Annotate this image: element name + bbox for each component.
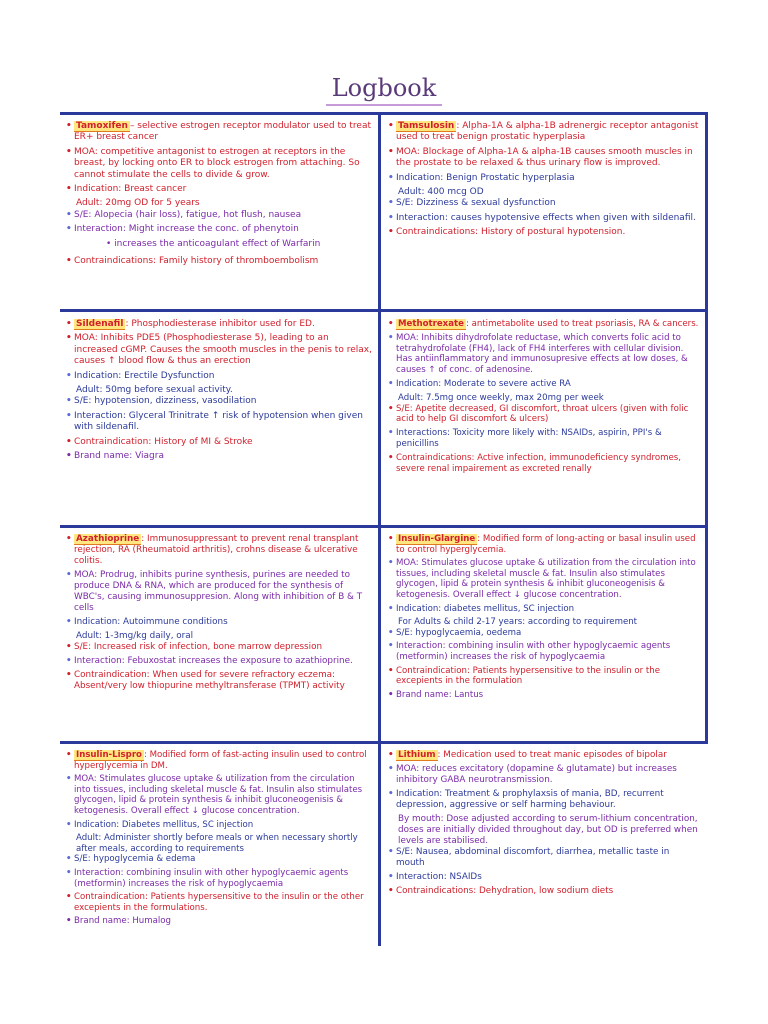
drug-heading: [388, 750, 700, 761]
moa-point: • MOA: Inhibits PDE5 (Phosphodiesterase 5), leading to an increased cGMP. Causes the smooth muscles in the penis to relax, causes ↑ blood flow & thus an erection: [66, 333, 372, 367]
side-effects-point: • S/E: hypoglycaemia, oedema: [388, 628, 700, 639]
grid-line-row1: [60, 309, 708, 312]
side-effects-point: • S/E: Alopecia (hair loss), fatigue, hot flush, nausea: [66, 210, 372, 221]
interaction-point: • Interaction: combining insulin with other hypoglycaemic agents (metformin) increases the risk of hypoglycaemia: [66, 868, 372, 889]
page-title-text: Logbook: [326, 74, 443, 106]
drug-name: Lithium: [398, 750, 436, 760]
page-title: [0, 74, 768, 106]
drug-intro: : Modified form of long-acting or basal insulin used to control hyperglycemia.: [396, 534, 696, 555]
drug-card-insulin-glargine: [382, 531, 704, 739]
dose-line: For Adults & child 2-17 years: according to requirement: [398, 617, 638, 628]
logbook-grid: [60, 112, 708, 946]
drug-heading: [66, 750, 372, 771]
drug-name: Methotrexate: [398, 319, 464, 329]
contraindication-point: • Contraindications: Dehydration, low sodium diets: [388, 886, 700, 897]
drug-intro: : Immunosuppressant to prevent renal transplant rejection, RA (Rheumatoid arthritis), crohns disease & ulcerative colitis.: [74, 534, 359, 566]
grid-line-middle: [378, 112, 381, 946]
contraindication-point: • Contraindications: Active infection, immunodeficiency syndromes, severe renal impairement as excreted renally: [388, 453, 700, 475]
dose-line: Adult: 400 mcg OD: [398, 187, 484, 198]
dose-line: Adult: 1-3mg/kg daily, oral: [76, 631, 194, 641]
interaction-point: • Interaction: causes hypotensive effects when given with sildenafil.: [388, 213, 700, 224]
indication-point: • Indication: diabetes mellitus, SC injection: [388, 604, 700, 615]
drug-card-tamoxifen: [60, 118, 376, 308]
interaction-point: • Interaction: Glyceral Trinitrate ↑ risk of hypotension when given with sildenafil.: [66, 411, 372, 434]
contraindication-point: • Contraindication: Patients hypersensitive to the insulin or the other excepients in the formulations.: [66, 892, 372, 913]
indication-point: • Indication: Benign Prostatic hyperplasia: [388, 173, 700, 184]
brand-name-point: • Brand name: Humalog: [66, 916, 372, 927]
drug-name: Tamoxifen: [76, 121, 128, 131]
moa-point: • MOA: Prodrug, inhibits purine synthesis, purines are needed to produce DNA & RNA, which are produced for the synthesis of WBC's, causing immunosuppresion. Along with inhibition of B & T cells: [66, 570, 372, 614]
dose-line: Adult: 50mg before sexual activity.: [76, 385, 233, 396]
drug-intro: – selective estrogen receptor modulator used to treat ER+ breast cancer: [74, 121, 371, 143]
drug-intro: : Modified form of fast-acting insulin used to control hyperglycemia in DM.: [74, 750, 367, 771]
interaction-point: • Interaction: combining insulin with other hypoglycaemic agents (metformin) increases the risk of hypoglycaemia: [388, 641, 700, 662]
side-effects-point: • S/E: Increased risk of infection, bone marrow depression: [66, 642, 372, 653]
moa-point: • MOA: Inhibits dihydrofolate reductase, which converts folic acid to tetrahydrofolate (FH4), lack of FH4 interferes with cellular division. Has antiinflammatory and immunosupresive effects at low doses, & causes ↑ of conc. of adenosine.: [388, 333, 700, 376]
drug-name: Sildenafil: [76, 319, 124, 329]
indication-point: • Indication: Treatment & prophylaxsis of mania, BD, recurrent depression, aggressive or self harming behaviour.: [388, 789, 700, 811]
side-effects-point: • S/E: Apetite decreased, GI discomfort, throat ulcers (given with folic acid to help GI discomfort & ulcers): [388, 404, 700, 426]
grid-line-right: [705, 112, 708, 741]
brand-name-point: • Brand name: Lantus: [388, 690, 700, 701]
drug-intro: : Alpha-1A & alpha-1B adrenergic receptor antagonist used to treat benign prostatic hyperplasia: [396, 121, 699, 143]
interaction-extra: • increases the anticoagulant effect of Warfarin: [106, 238, 321, 249]
dose-line: By mouth: Dose adjusted according to serum-lithium concentration, doses are initially divided throughout day, but OD is preferred when levels are stabilised.: [398, 814, 698, 846]
contraindication-point: • Contraindications: Family history of thromboembolism: [66, 256, 372, 267]
dose-line: Adult: Administer shortly before meals or when necessary shortly after meals, according to requirements: [76, 833, 358, 854]
side-effects-point: • S/E: Nausea, abdominal discomfort, diarrhea, metallic taste in mouth: [388, 847, 700, 869]
drug-heading: [66, 319, 372, 330]
brand-name-point: • Brand name: Viagra: [66, 451, 372, 462]
drug-heading: [388, 319, 700, 330]
drug-heading: [66, 121, 372, 144]
drug-card-tamsulosin: [382, 118, 704, 308]
contraindication-point: • Contraindication: History of MI & Stroke: [66, 437, 372, 448]
indication-point: • Indication: Breast cancer: [66, 184, 372, 195]
moa-point: • MOA: Stimulates glucose uptake & utilization from the circulation into tissues, including skeletal muscle & fat. Insulin also stimulates glycogen, lipid & protein synthesis & inhibit gluconeogenisis & ketogenesis. Overall effect ↓ glucose concentration.: [388, 558, 700, 600]
moa-point: • MOA: Blockage of Alpha-1A & alpha-1B causes smooth muscles in the prostate to be relaxed & thus urinary flow is improved.: [388, 147, 700, 170]
moa-point: • MOA: competitive antagonist to estrogen at receptors in the breast, by locking onto ER to block estrogen from attaching. So cannot stimulate the cells to divide & grow.: [66, 147, 372, 181]
drug-card-insulin-lispro: [60, 747, 376, 946]
dose-line: Adult: 7.5mg once weekly, max 20mg per week: [398, 392, 604, 403]
drug-intro: : antimetabolite used to treat psoriasis, RA & cancers.: [465, 319, 699, 329]
grid-line-top: [60, 112, 708, 115]
drug-name: Azathioprine: [76, 534, 140, 544]
side-effects-point: • S/E: Dizziness & sexual dysfunction: [388, 198, 700, 209]
drug-intro: : Medication used to treat manic episodes of bipolar: [437, 750, 667, 760]
moa-point: • MOA: reduces excitatory (dopamine & glutamate) but increases inhibitory GABA neurotransmission.: [388, 764, 700, 786]
drug-name: Insulin-Glargine: [398, 534, 476, 544]
grid-line-row3: [60, 741, 708, 744]
interaction-point: • Interaction: NSAIDs: [388, 872, 700, 883]
drug-name: Insulin-Lispro: [76, 750, 142, 760]
drug-intro: : Phosphodiesterase inhibitor used for ED.: [125, 319, 315, 329]
indication-point: • Indication: Autoimmune conditions: [66, 617, 372, 628]
drug-card-sildenafil: [60, 316, 376, 524]
drug-card-lithium: [382, 747, 704, 946]
drug-card-azathioprine: [60, 531, 376, 739]
interaction-point: • Interactions: Toxicity more likely with: NSAIDs, aspirin, PPI's & penicillins: [388, 428, 700, 450]
side-effects-point: • S/E: hypotension, dizziness, vasodilation: [66, 396, 372, 407]
drug-card-methotrexate: [382, 316, 704, 524]
contraindication-point: • Contraindication: When used for severe refractory eczema: Absent/very low thiopurine methyltransferase (TPMT) activity: [66, 670, 372, 692]
grid-line-row2: [60, 525, 708, 528]
drug-heading: [388, 121, 700, 144]
drug-name: Tamsulosin: [398, 121, 455, 131]
dose-line: Adult: 20mg OD for 5 years: [76, 198, 200, 209]
side-effects-point: • S/E: hypoglycemia & edema: [66, 854, 372, 865]
contraindication-point: • Contraindications: History of postural hypotension.: [388, 227, 700, 238]
interaction-point: • Interaction: Febuxostat increases the exposure to azathioprine.: [66, 656, 372, 667]
moa-point: • MOA: Stimulates glucose uptake & utilization from the circulation into tissues, including skeletal muscle & fat. Insulin also stimulates glycogen, lipid & protein synthesis & inhibit gluconeogenisis & ketogenesis. Overall effect ↓ glucose concentration.: [66, 774, 372, 816]
drug-heading: [388, 534, 700, 555]
contraindication-point: • Contraindication: Patients hypersensitive to the insulin or the excepients in the formulation: [388, 666, 700, 687]
indication-point: • Indication: Moderate to severe active RA: [388, 379, 700, 390]
drug-heading: [66, 534, 372, 567]
interaction-point: • Interaction: Might increase the conc. of phenytoin: [66, 224, 372, 235]
indication-point: • Indication: Diabetes mellitus, SC injection: [66, 820, 372, 831]
indication-point: • Indication: Erectile Dysfunction: [66, 371, 372, 382]
